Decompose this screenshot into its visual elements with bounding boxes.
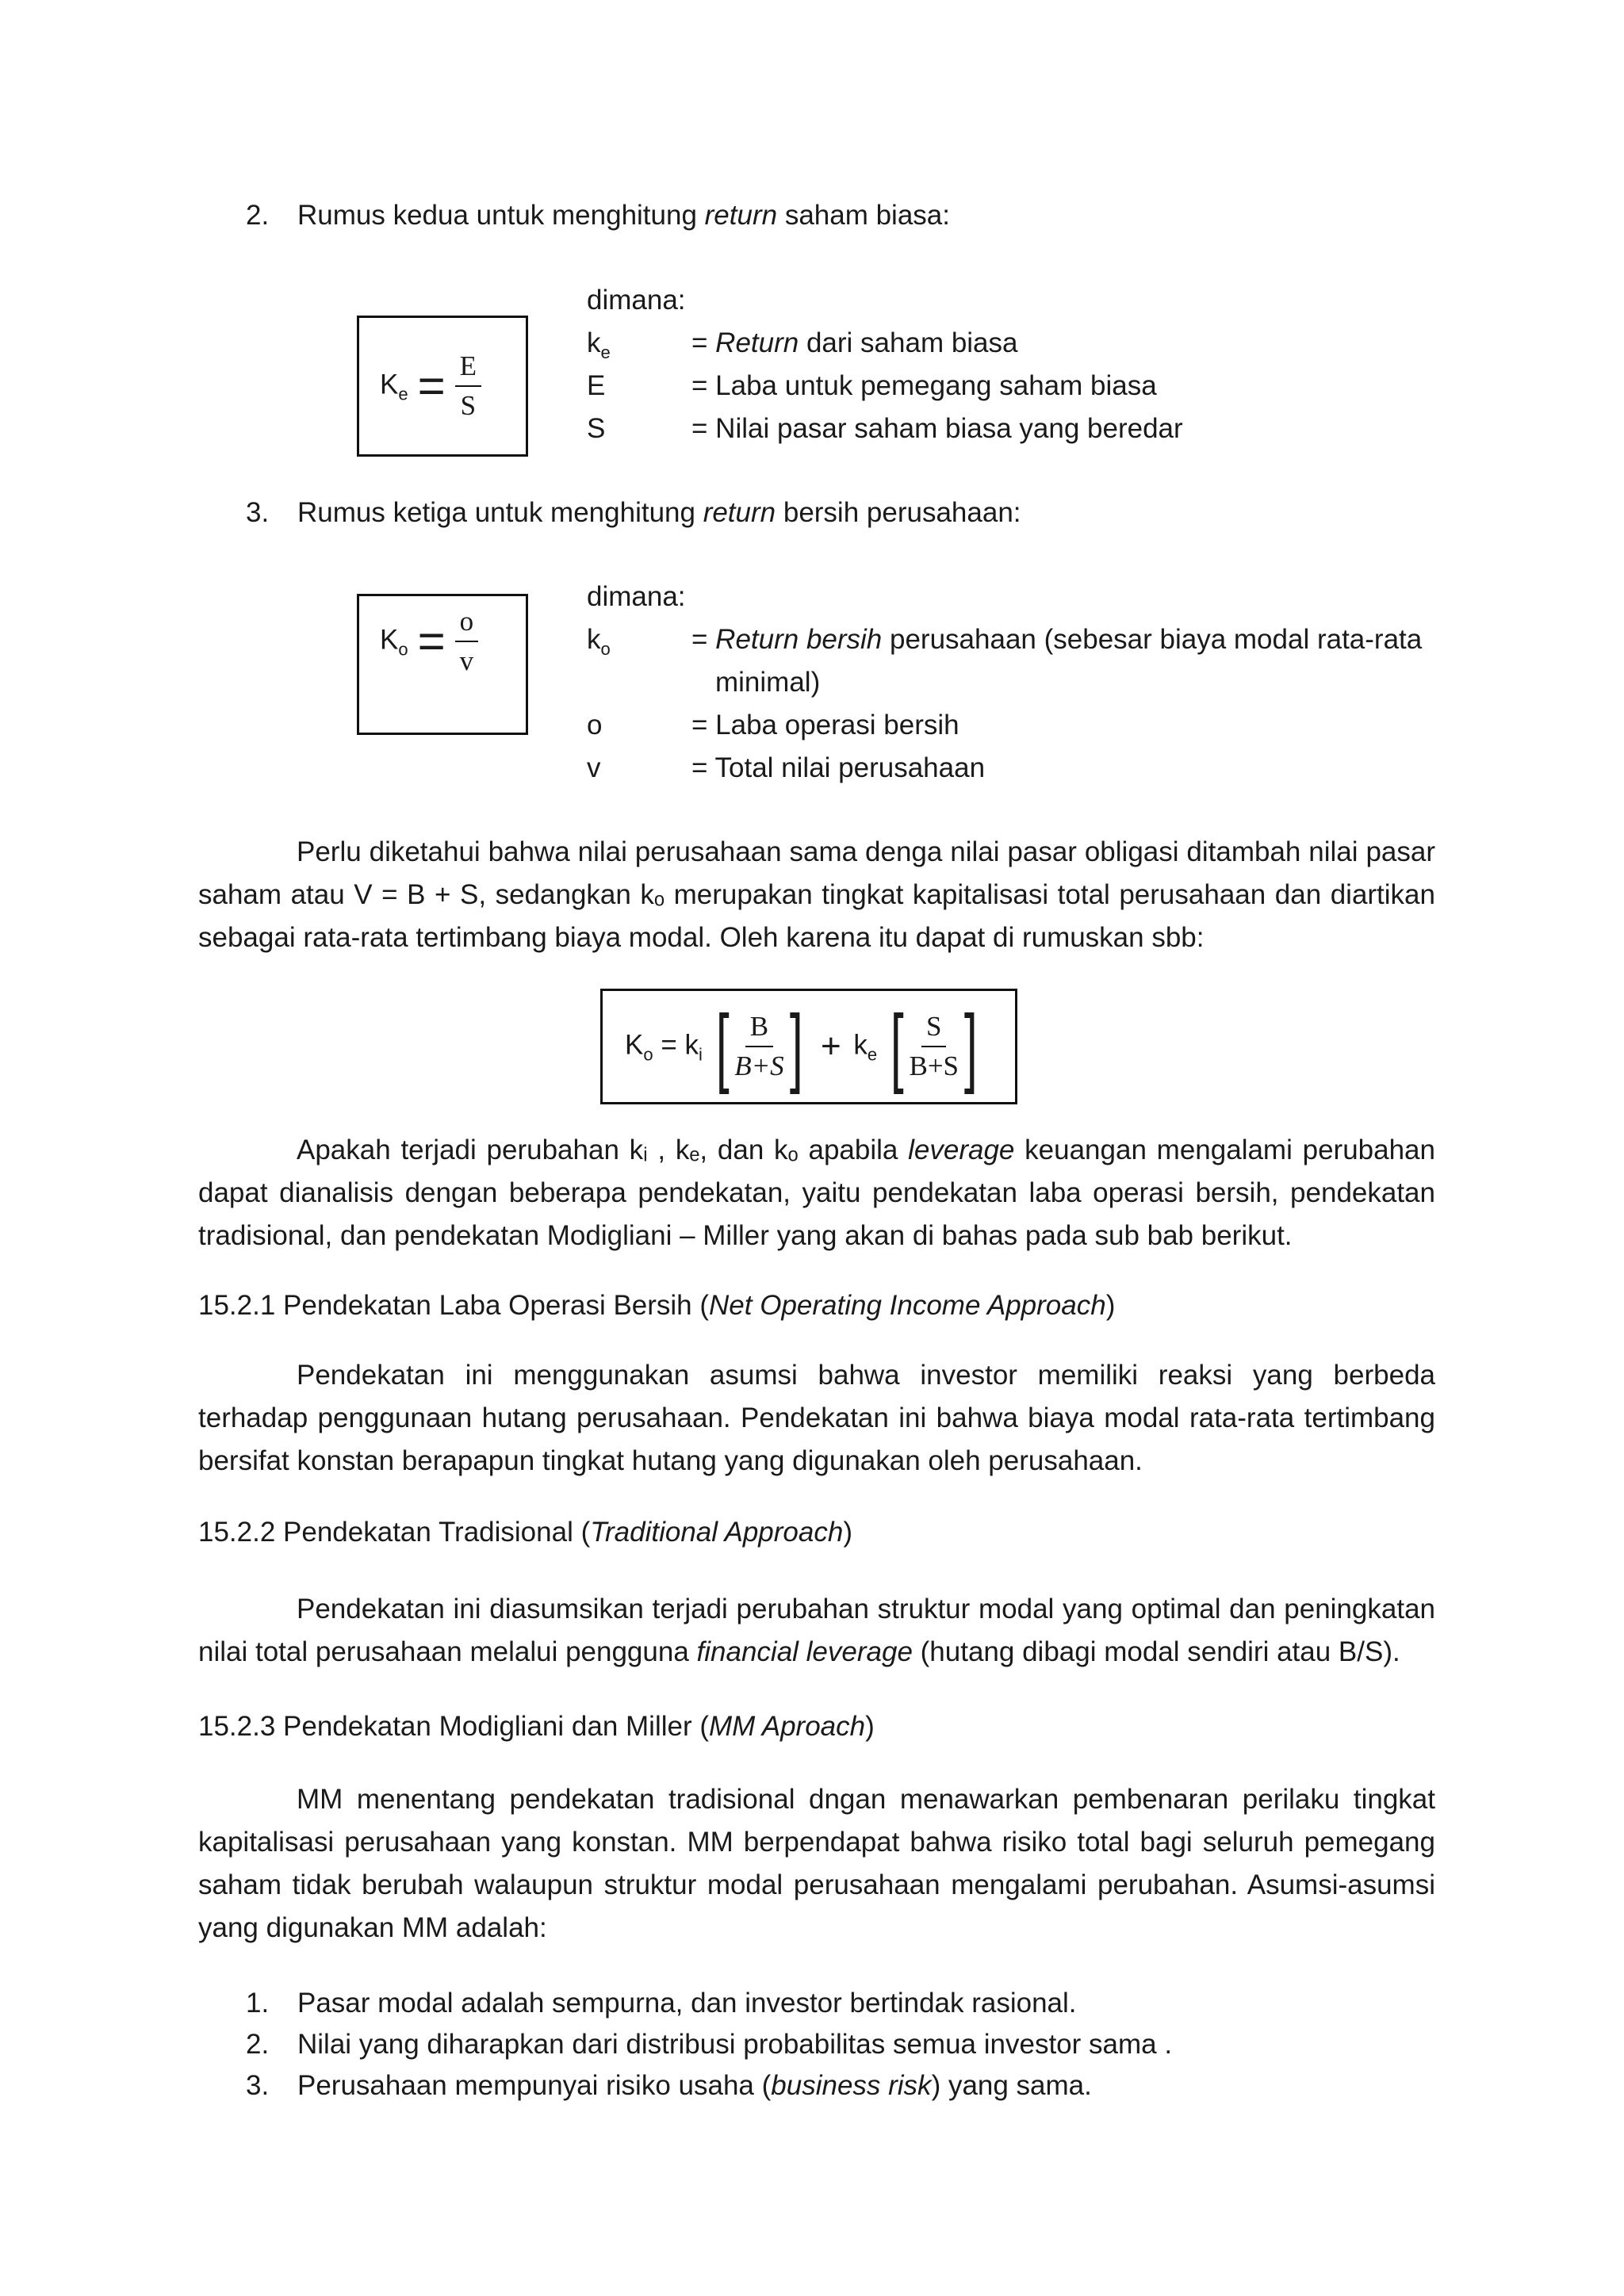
list-item-text: Perusahaan mempunyai risiko usaha (business risk) yang sama.	[297, 2070, 1092, 2101]
where-desc-ko: = Return bersih perusahaan (sebesar biaya modal rata-rata	[691, 624, 1423, 655]
where-row-ke: $k_e$	[587, 327, 611, 362]
item-2-text: Rumus kedua untuk menghitung return saham biasa:	[297, 200, 950, 231]
formula-wacc: $K_o = k_i$ [ $\frac{B}{B+S}$ ] + $k_e$ [ $\frac{S}{B+S}$ ]	[625, 997, 978, 1095]
formula-ko: $K_o$ = $\frac{o}{v}$	[380, 603, 478, 680]
where-desc-ke: = Return dari saham biasa	[691, 327, 1018, 358]
list-item: 2.	[246, 2029, 270, 2060]
where-desc-o: = Laba operasi bersih	[691, 710, 959, 740]
item-3-text: Rumus ketiga untuk menghitung return bersih perusahaan:	[297, 497, 1021, 528]
paragraph-1: Perlu diketahui bahwa nilai perusahaan sama denga nilai pasar obligasi ditambah nilai pasar saham atau V = B + S, sedangkan kₒ merupakan tingkat kapitalisasi total perusahaan dan diartikan sebagai rata-rata tertimbang biaya modal. Oleh karena itu dapat di rumuskan sbb:	[198, 836, 1435, 953]
right-bracket: ]	[789, 997, 803, 1095]
where-sym-ko: $k_o$	[587, 624, 611, 659]
where-sym-e: E	[587, 370, 606, 401]
list-item-2	[246, 194, 269, 237]
where-desc-ko-cont: minimal)	[715, 667, 821, 698]
left-bracket: [	[890, 997, 904, 1095]
formula-ko-box	[357, 594, 528, 735]
fraction: $\frac{o}{v}$	[455, 603, 479, 680]
list-item-text: Nilai yang diharapkan dari distribusi probabilitas semua investor sama .	[297, 2029, 1173, 2060]
list-item-3	[246, 492, 269, 534]
list-item-text: Pasar modal adalah sempurna, dan investor bertindak rasional.	[297, 1988, 1077, 2019]
section-heading-15-2-1: 15.2.1 Pendekatan Laba Operasi Bersih (Net Operating Income Approach)	[198, 1290, 1116, 1321]
paragraph-2: Apakah terjadi perubahan kᵢ , kₑ, dan kₒ apabila leverage keuangan mengalami perubahan dapat dianalisis dengan beberapa pendekatan, yaitu pendekatan laba operasi bersih, pendekatan tradisional, dan pendekatan Modigliani – Miller yang akan di bahas pada sub bab berikut.	[198, 1135, 1435, 1251]
paragraph-4: Pendekatan ini diasumsikan terjadi perubahan struktur modal yang optimal dan peningkatan nilai total perusahaan melalui pengguna financial leverage (hutang dibagi modal sendiri atau B/S).	[198, 1594, 1435, 1667]
list-item: 1.	[246, 1988, 270, 2019]
list-number: 3.	[246, 497, 270, 528]
where-sym-o: o	[587, 710, 603, 740]
paragraph-3: Pendekatan ini menggunakan asumsi bahwa investor memiliki reaksi yang berbeda terhadap penggunaan hutang perusahaan. Pendekatan ini bahwa biaya modal rata-rata tertimbang bersifat konstan berapapun tingkat hutang yang digunakan oleh perusahaan.	[198, 1360, 1435, 1476]
formula-wacc-box	[600, 989, 1017, 1104]
formula-ke: $K_e$ = $\frac{E}{S}$	[380, 347, 481, 425]
where-label: dimana:	[587, 581, 686, 612]
section-heading-15-2-2: 15.2.2 Pendekatan Tradisional (Traditional Approach)	[198, 1517, 852, 1548]
section-heading-15-2-3: 15.2.3 Pendekatan Modigliani dan Miller (MM Aproach)	[198, 1711, 875, 1742]
where-sym-v: v	[587, 752, 601, 783]
list-item: 3.	[246, 2070, 270, 2101]
fraction: $\frac{B}{B+S}$	[734, 1008, 784, 1085]
left-bracket: [	[715, 997, 730, 1095]
where-label: dimana:	[587, 285, 686, 316]
fraction: $\frac{S}{B+S}$	[909, 1008, 959, 1085]
formula-ke-box	[357, 316, 528, 457]
where-sym-s: S	[587, 413, 606, 444]
fraction: $\frac{E}{S}$	[455, 347, 481, 425]
where-desc-s: = Nilai pasar saham biasa yang beredar	[691, 413, 1183, 444]
right-bracket: ]	[963, 997, 978, 1095]
list-number: 2.	[246, 200, 270, 231]
paragraph-5: MM menentang pendekatan tradisional dngan menawarkan pembenaran perilaku tingkat kapitalisasi perusahaan yang konstan. MM berpendapat bahwa risiko total bagi seluruh pemegang saham tidak berubah walaupun struktur modal perusahaan mengalami perubahan. Asumsi-asumsi yang digunakan MM adalah:	[198, 1784, 1435, 1943]
where-desc-v: = Total nilai perusahaan	[691, 752, 986, 783]
where-desc-e: = Laba untuk pemegang saham biasa	[691, 370, 1157, 401]
